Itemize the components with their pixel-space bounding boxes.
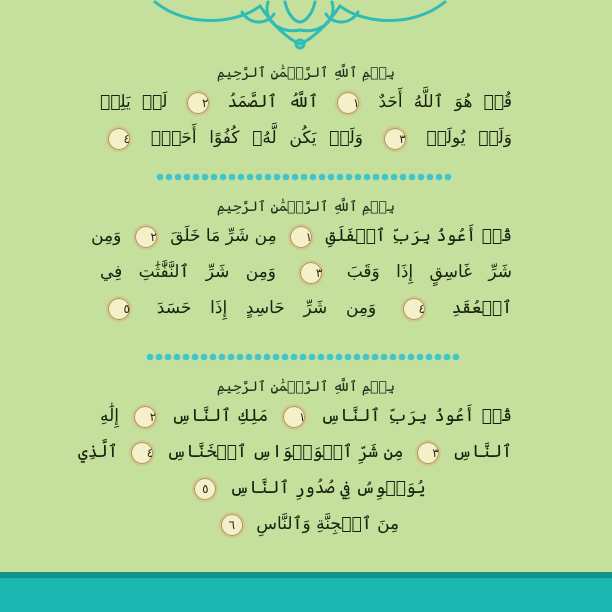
ayah-number-marker: ٢ (132, 404, 158, 430)
divider-dot (220, 174, 227, 181)
divider-dot (408, 354, 415, 361)
divider-dot (363, 354, 370, 361)
bottom-stripe (0, 572, 612, 578)
verse-text: ٱللَّهُ ٱلصَّمَدُ (227, 92, 319, 112)
divider-dot (364, 174, 371, 181)
divider-dot (210, 354, 217, 361)
divider-dot (337, 174, 344, 181)
divider-dot (283, 174, 290, 181)
divider-dot (300, 354, 307, 361)
divider-dot (309, 354, 316, 361)
verse-text: ٱلنَّاسِ (452, 442, 512, 462)
divider-dot (238, 174, 245, 181)
divider-dot (229, 174, 236, 181)
verse-text: إِلَٰهِ (100, 406, 120, 426)
divider-dot (381, 354, 388, 361)
divider-dot (319, 174, 326, 181)
divider-dot (372, 354, 379, 361)
basmala: بِسۡمِ ٱللَّهِ ٱلرَّحۡمَٰنِ ٱلرَّحِيمِ (216, 65, 396, 81)
divider-dot (282, 354, 289, 361)
divider-dot (336, 354, 343, 361)
divider-dot (435, 354, 442, 361)
divider-dot (246, 354, 253, 361)
verse-line (100, 506, 512, 542)
divider-dot (184, 174, 191, 181)
surah-ikhlas (100, 62, 512, 156)
surah-falaq (91, 196, 513, 326)
divider-dot (292, 174, 299, 181)
bottom-band (0, 572, 612, 612)
divider-dot (354, 354, 361, 361)
ayah-number-marker: ١ (288, 224, 314, 250)
divider-dot (327, 354, 334, 361)
verse-text: وَمِن (91, 226, 122, 246)
basmala: بِسۡمِ ٱللَّهِ ٱلرَّحۡمَٰنِ ٱلرَّحِيمِ (216, 199, 396, 215)
ayah-number-marker: ٤ (401, 296, 427, 322)
verse-text: وَمِن شَرِّ ٱلنَّفَّٰثَٰتِ فِي (100, 262, 276, 282)
divider-dot (328, 174, 335, 181)
verse-text: ٱلَّذِي (77, 442, 118, 462)
verse-text: مِن شَرِّ مَا خَلَقَ (170, 226, 277, 246)
divider-dot (201, 354, 208, 361)
divider-dot (418, 174, 425, 181)
verse-text: وَلَمۡ يَكُن لَّهُۥ كُفُوًا أَحَدُۢ (150, 128, 363, 148)
ayah-number-marker: ٤ (106, 126, 132, 152)
verse-text: يُوَسۡوِسُ فِي صُدُورِ ٱلنَّاسِ (229, 478, 426, 498)
dotted-divider (0, 352, 612, 362)
verse-text: شَرِّ غَاسِقٍ إِذَا وَقَبَ (346, 262, 513, 282)
divider-dot (399, 354, 406, 361)
divider-dot (445, 174, 452, 181)
verse-line (100, 470, 512, 506)
divider-dot (192, 354, 199, 361)
divider-dot (147, 354, 154, 361)
divider-dot (345, 354, 352, 361)
ayah-number-marker: ٥ (106, 296, 132, 322)
divider-dot (444, 354, 451, 361)
divider-dot (310, 174, 317, 181)
ayah-number-marker: ١ (281, 404, 307, 430)
verse-line (100, 84, 512, 120)
ayah-number-marker: ١ (335, 90, 361, 116)
divider-dot (157, 174, 164, 181)
verse-line (100, 290, 512, 326)
divider-dot (219, 354, 226, 361)
ayah-number-marker: ٣ (298, 260, 324, 286)
divider-dot (202, 174, 209, 181)
divider-dot (256, 174, 263, 181)
verse-line (77, 434, 512, 470)
divider-dot (265, 174, 272, 181)
surah-nas (77, 376, 512, 542)
ayah-number-marker: ٤ (129, 440, 155, 466)
divider-dot (274, 174, 281, 181)
divider-dot (174, 354, 181, 361)
divider-dot (373, 174, 380, 181)
divider-dot (228, 354, 235, 361)
divider-dot (156, 354, 163, 361)
divider-dot (193, 174, 200, 181)
divider-dot (183, 354, 190, 361)
verse-text: مَلِكِ ٱلنَّاسِ (171, 406, 269, 426)
ayah-number-marker: ٢ (185, 90, 211, 116)
verse-text: قُلۡ أَعُوذُ بِرَبِّ ٱلنَّاسِ (320, 406, 512, 426)
verse-text: ٱلۡعُقَدِ (451, 298, 513, 318)
divider-dot (400, 174, 407, 181)
divider-dot (409, 174, 416, 181)
divider-dot (273, 354, 280, 361)
divider-dot (391, 174, 398, 181)
divider-dot (346, 174, 353, 181)
verse-text: مِنَ ٱلۡجِنَّةِ وَٱلنَّاسِ (256, 514, 400, 534)
divider-dot (165, 354, 172, 361)
divider-dot (175, 174, 182, 181)
divider-dot (382, 174, 389, 181)
verse-text: وَمِن شَرِّ حَاسِدٍ إِذَا حَسَدَ (156, 298, 377, 318)
divider-dot (355, 174, 362, 181)
verse-text: مِن شَرِّ ٱلۡوَسۡوَاسِ ٱلۡخَنَّاسِ (166, 442, 404, 462)
verse-line (100, 120, 512, 156)
divider-dot (264, 354, 271, 361)
ayah-number-marker: ٣ (382, 126, 408, 152)
divider-dot (427, 174, 434, 181)
divider-dot (301, 174, 308, 181)
floral-ornament-icon (150, 0, 450, 56)
divider-dot (390, 354, 397, 361)
ayah-number-marker: ٥ (192, 476, 218, 502)
divider-dot (417, 354, 424, 361)
verse-text: لَمۡ يَلِدۡ (100, 92, 168, 112)
verse-text: قُلۡ هُوَ ٱللَّهُ أَحَدٌ (378, 92, 513, 112)
dotted-divider (0, 172, 612, 182)
ayah-number-marker: ٢ (133, 224, 159, 250)
ayah-number-marker: ٦ (219, 512, 245, 538)
divider-dot (247, 174, 254, 181)
divider-dot (291, 354, 298, 361)
verse-line (100, 254, 512, 290)
divider-dot (255, 354, 262, 361)
verse-line (91, 218, 512, 254)
verse-line (100, 398, 512, 434)
divider-dot (436, 174, 443, 181)
divider-dot (166, 174, 173, 181)
basmala: بِسۡمِ ٱللَّهِ ٱلرَّحۡمَٰنِ ٱلرَّحِيمِ (216, 379, 396, 395)
divider-dot (237, 354, 244, 361)
verse-text: قُلۡ أَعُوذُ بِرَبِّ ٱلۡفَلَقِ (325, 226, 512, 246)
ayah-number-marker: ٣ (415, 440, 441, 466)
divider-dot (426, 354, 433, 361)
divider-dot (318, 354, 325, 361)
verse-text: وَلَمۡ يُولَدۡ (426, 128, 513, 148)
divider-dot (211, 174, 218, 181)
divider-dot (453, 354, 460, 361)
